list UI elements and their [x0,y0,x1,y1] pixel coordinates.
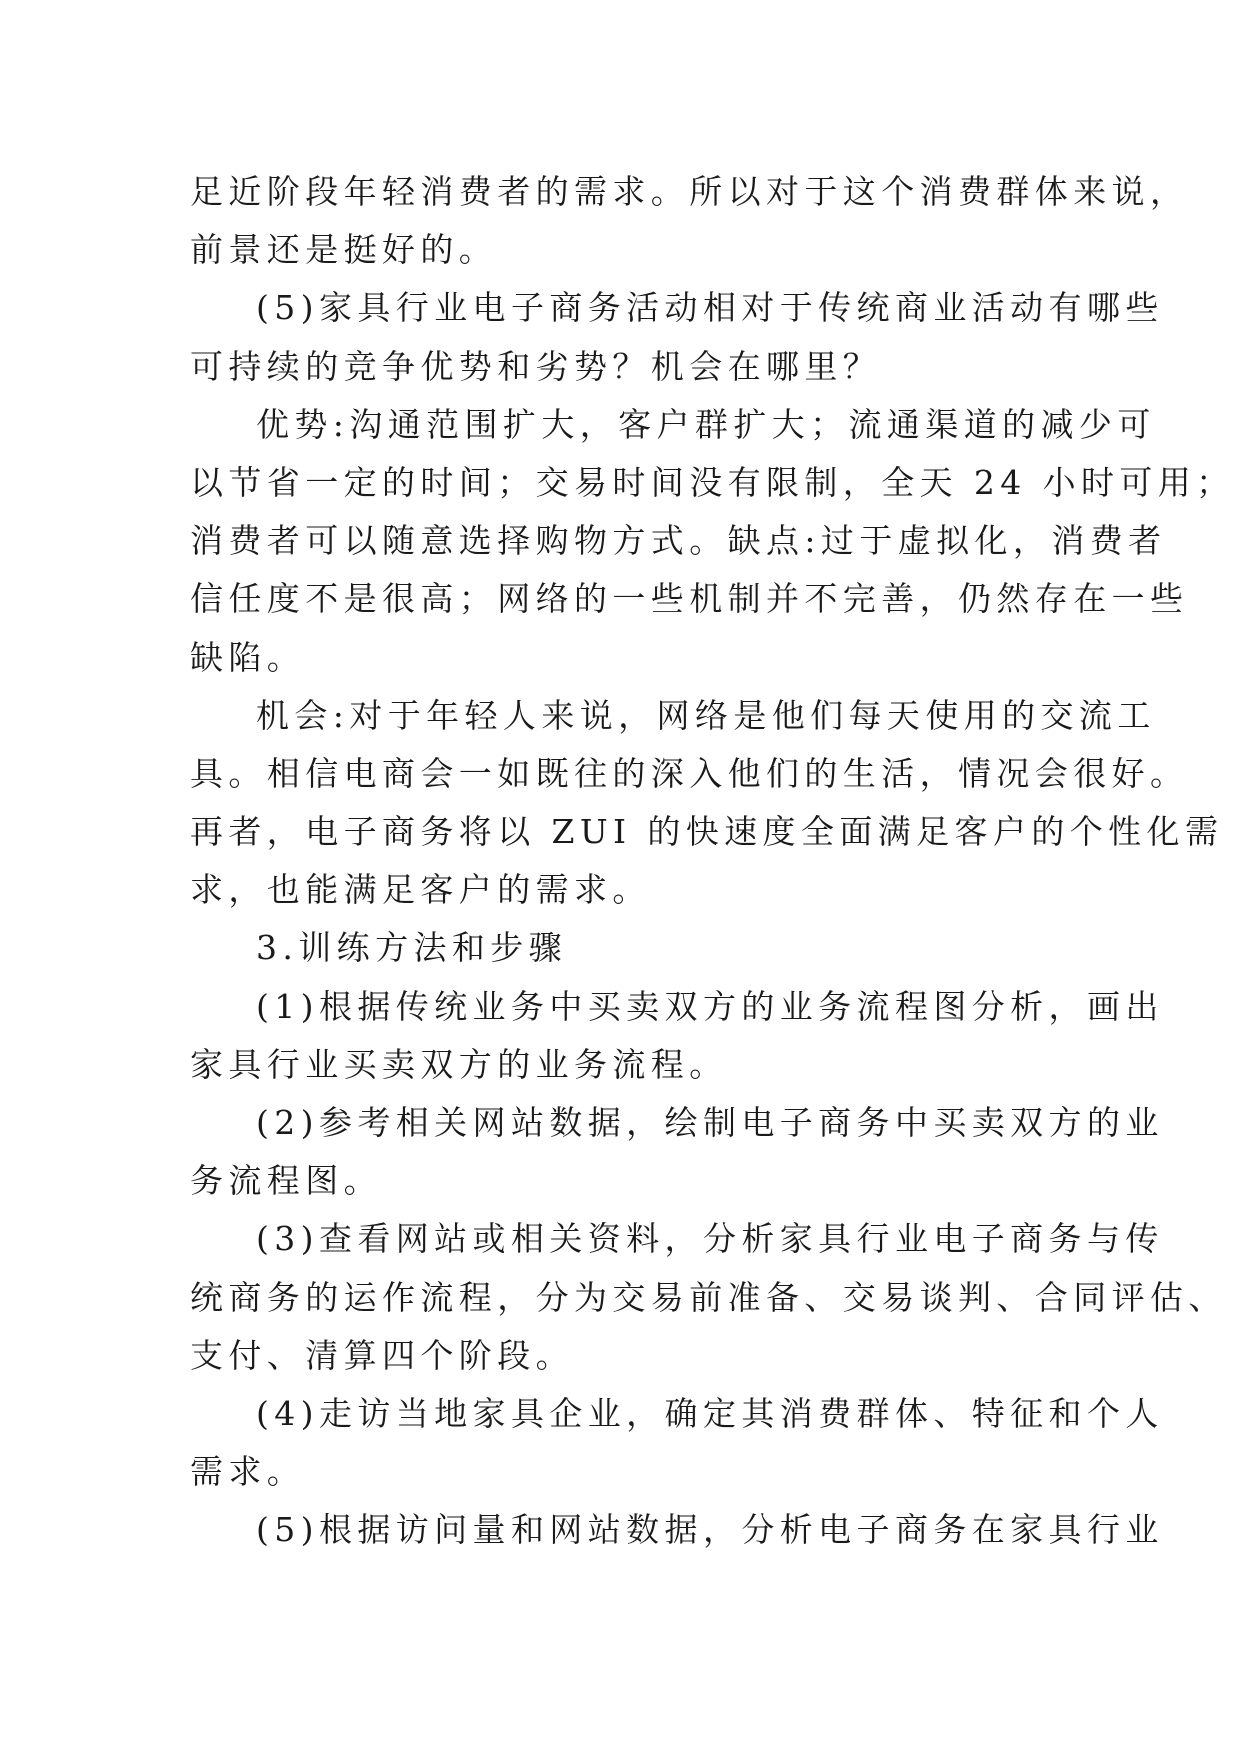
text-line: (3)查看网站或相关资料，分析家具行业电子商务与传 [256,1219,1164,1259]
text-line: 务流程图。 [190,1161,382,1201]
text-line: 缺陷。 [190,637,306,677]
text-line: 以节省一定的时间；交易时间没有限制，全天 24 小时可用； [190,462,1235,502]
text-line: 足近阶段年轻消费者的需求。所以对于这个消费群体来说， [190,172,1189,211]
text-line: 求，也能满足客户的需求。 [190,870,651,910]
text-line: 前景还是挺好的。 [190,230,498,270]
text-line: 需求。 [190,1452,306,1492]
text-line: 统商务的运作流程，分为交易前准备、交易谈判、合同评估、 [190,1277,1227,1317]
text-line: 再者，电子商务将以 ZUI 的快速度全面满足客户的个性化需 [190,812,1224,852]
text-line: (5)家具行业电子商务活动相对于传统商业活动有哪些 [256,288,1164,328]
text-line: 具。相信电商会一如既往的深入他们的生活，情况会很好。 [190,753,1189,793]
text-line: (2)参考相关网站数据，绘制电子商务中买卖双方的业 [256,1103,1164,1142]
section-heading: 3.训练方法和步骤 [256,928,568,968]
text-line: 优势:沟通范围扩大，客户群扩大；流通渠道的减少可 [256,404,1156,444]
text-line: 消费者可以随意选择购物方式。缺点:过于虚拟化，消费者 [190,521,1167,561]
text-line: 信任度不是很高；网络的一些机制并不完善，仍然存在一些 [190,579,1189,619]
text-line: 可持续的竞争优势和劣势？机会在哪里？ [190,346,882,386]
body-text [190,163,1235,1560]
text-line: (1)根据传统业务中买卖双方的业务流程图分析，画出 [256,986,1164,1026]
text-line: 家具行业买卖双方的业务流程。 [190,1044,728,1084]
text-line: 支付、清算四个阶段。 [190,1335,574,1375]
text-line: (4)走访当地家具企业，确定其消费群体、特征和个人 [256,1393,1164,1433]
text-line: (5)根据访问量和网站数据，分析电子商务在家具行业 [256,1510,1164,1550]
text-line: 机会:对于年轻人来说，网络是他们每天使用的交流工 [256,695,1156,735]
